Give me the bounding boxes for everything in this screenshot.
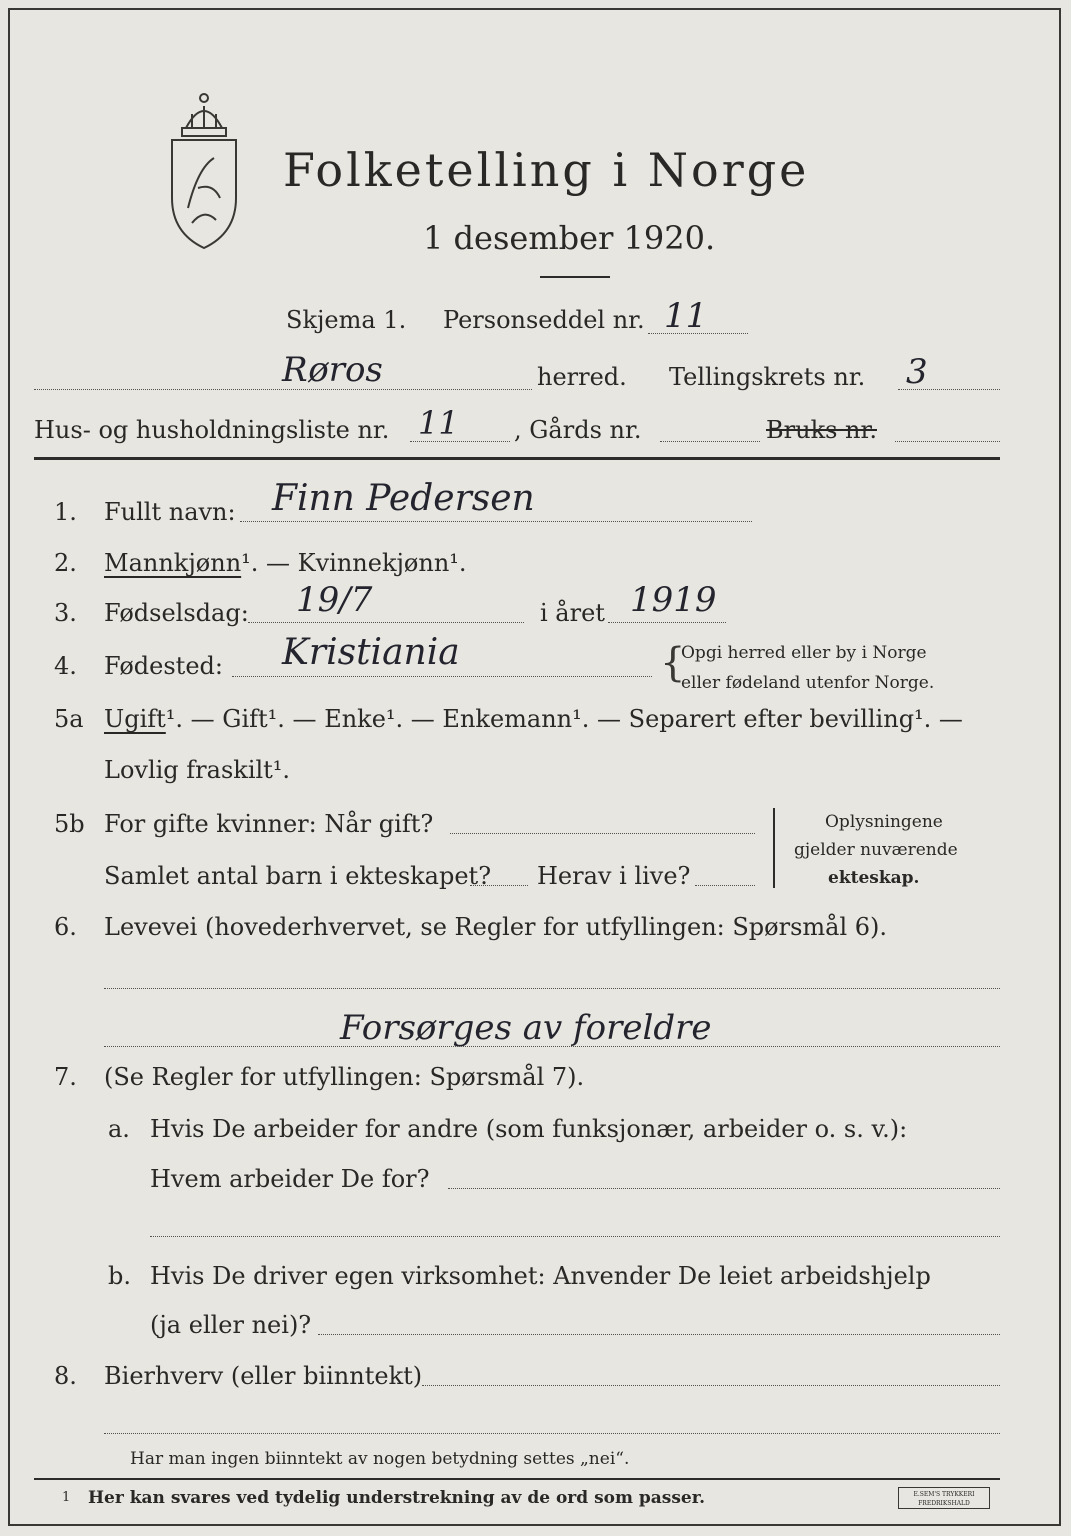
hus-label: Hus- og husholdningsliste nr. (34, 416, 390, 444)
q5b-alive-label: Herav i live? (537, 862, 691, 890)
q3-year-label: i året (540, 599, 605, 627)
q7a-number: a. (108, 1115, 130, 1143)
q5a-number: 5a (54, 705, 84, 733)
q1-line (240, 521, 752, 522)
footnote-text: Her kan svares ved tydelig understrekning av de ord som passer. (88, 1488, 706, 1508)
q7b-label: Hvis De driver egen virksomhet: Anvender De leiet arbeidshjelp (150, 1262, 931, 1290)
q6-label: Levevei (hovederhvervet, se Regler for utfyllingen: Spørsmål 6). (104, 913, 888, 941)
q5b-note-2: gjelder nuværende (794, 840, 958, 860)
q5b-note-3: ekteskap. (828, 868, 920, 888)
q4-brace: { (660, 640, 686, 686)
q7a-line-1 (448, 1188, 1000, 1189)
q4-note-2: eller fødeland utenfor Norge. (681, 673, 935, 693)
q4-label: Fødested: (104, 652, 223, 680)
gards-line (660, 441, 760, 442)
q7-label: (Se Regler for utfyllingen: Spørsmål 7). (104, 1063, 585, 1091)
q7-number: 7. (54, 1063, 77, 1091)
tellingskrets-value: 3 (906, 352, 928, 392)
q6-value: Forsørges av foreldre (340, 1008, 712, 1048)
q4-value: Kristiania (282, 632, 460, 673)
q1-value: Finn Pedersen (272, 478, 535, 519)
q6-line-1 (104, 988, 1000, 989)
q4-number: 4. (54, 652, 77, 680)
q1-number: 1. (54, 498, 77, 526)
q3-year-value: 1919 (630, 580, 717, 620)
q6-number: 6. (54, 913, 77, 941)
q5b-when-line (450, 833, 755, 834)
tellingskrets-label: Tellingskrets nr. (669, 363, 866, 391)
footnote-number: 1 (62, 1490, 71, 1505)
q3-value: 19/7 (296, 580, 373, 620)
q3-label: Fødselsdag: (104, 599, 249, 627)
q3-line (248, 622, 524, 623)
form-title: Folketelling i Norge (283, 143, 810, 197)
printer-city: FREDRIKSHALD (918, 1500, 970, 1507)
herred-label: herred. (537, 363, 627, 391)
q3-number: 3. (54, 599, 77, 627)
q7a-label2: Hvem arbeider De for? (150, 1165, 430, 1193)
q7a-line-2 (150, 1236, 1000, 1237)
footer-note: Har man ingen biinntekt av nogen betydning settes „nei“. (130, 1449, 630, 1469)
q7b-label2: (ja eller nei)? (150, 1311, 312, 1339)
q5a-options (104, 705, 963, 733)
q3-year-line (608, 622, 726, 623)
q2-rest: ¹. — Kvinnekjønn¹. (241, 549, 467, 577)
personseddel-value: 11 (664, 296, 708, 336)
herred-value: Røros (282, 350, 383, 390)
q6-line-2 (104, 1046, 1000, 1047)
q8-line-1 (422, 1385, 1000, 1386)
q4-line (232, 676, 652, 677)
footer-rule (34, 1478, 1000, 1480)
q5b-children-line (470, 885, 528, 886)
q2-number: 2. (54, 549, 77, 577)
census-date: 1 desember 1920. (423, 219, 716, 257)
title-divider (540, 276, 610, 278)
q5b-alive-line (695, 885, 755, 886)
q5a-ugift-option: Ugift (104, 705, 166, 733)
q8-label: Bierhverv (eller biinntekt) (104, 1362, 423, 1390)
q5b-number: 5b (54, 810, 85, 838)
q5b-bracket (773, 808, 775, 888)
q5b-children-label: Samlet antal barn i ekteskapet? (104, 862, 492, 890)
coat-of-arms-icon (158, 88, 250, 253)
q7b-number: b. (108, 1262, 131, 1290)
q4-note-1: Opgi herred eller by i Norge (681, 643, 927, 663)
personseddel-label: Personseddel nr. (443, 306, 645, 334)
schema-label: Skjema 1. (286, 306, 407, 334)
bruks-label: Bruks nr. (766, 416, 877, 444)
q1-label: Fullt navn: (104, 498, 236, 526)
gards-label: , Gårds nr. (514, 416, 642, 444)
q5a-line2: Lovlig fraskilt¹. (104, 756, 291, 784)
q5a-rest: ¹. — Gift¹. — Enke¹. — Enkemann¹. — Separert efter bevilling¹. — (165, 705, 963, 733)
q8-number: 8. (54, 1362, 77, 1390)
printer-stamp (898, 1487, 990, 1509)
hus-value: 11 (418, 404, 459, 442)
q7b-line (318, 1334, 1000, 1335)
q5b-note-1: Oplysningene (825, 812, 943, 832)
q8-line-2 (104, 1433, 1000, 1434)
q5b-label: For gifte kvinner: Når gift? (104, 810, 434, 838)
q2-male-option: Mannkjønn (104, 549, 242, 577)
header-rule (34, 457, 1000, 460)
q7a-label: Hvis De arbeider for andre (som funksjonær, arbeider o. s. v.): (150, 1115, 908, 1143)
printer-name: E.SEM'S TRYKKERI (913, 1491, 975, 1498)
q2-options (104, 549, 467, 577)
bruks-line (895, 441, 1000, 442)
